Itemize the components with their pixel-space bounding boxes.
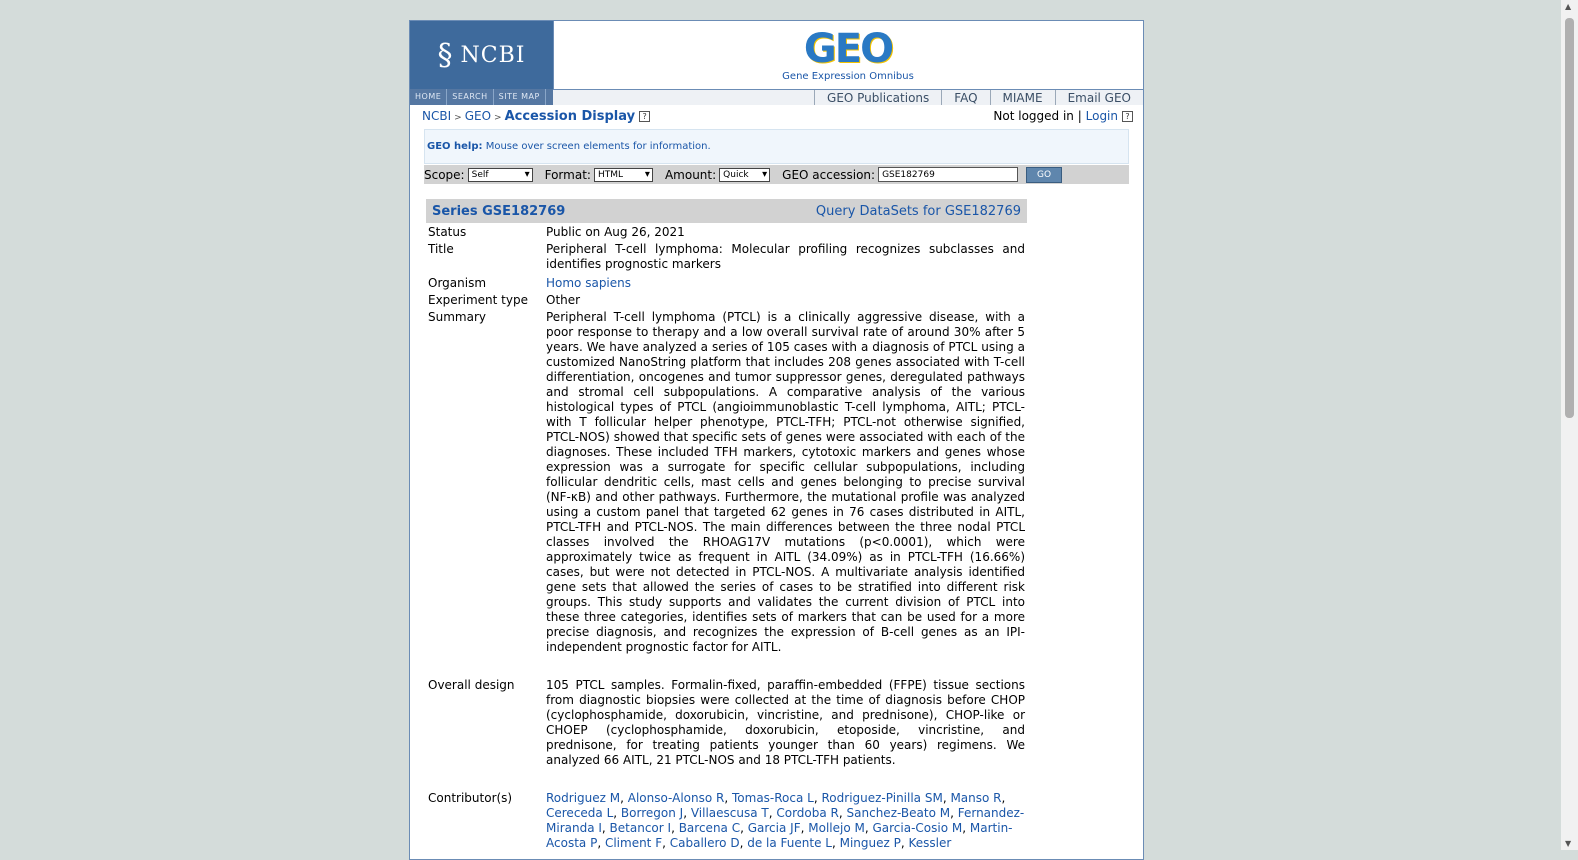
- overall-design-label: Overall design: [428, 678, 515, 692]
- login-link[interactable]: Login: [1085, 109, 1118, 123]
- series-header: [426, 199, 1027, 223]
- contributor-link[interactable]: Cordoba R: [776, 806, 839, 820]
- nav-email-geo[interactable]: Email GEO: [1055, 90, 1143, 105]
- amount-label: Amount:: [664, 167, 717, 182]
- contributor-link[interactable]: Minguez P: [839, 836, 901, 850]
- scroll-down-arrow-icon[interactable]: ▼: [1565, 839, 1572, 848]
- nav-miame[interactable]: MIAME: [990, 90, 1055, 105]
- contributor-link[interactable]: Martin-Acosta P: [546, 821, 1013, 850]
- summary-row: [426, 309, 1027, 677]
- contributor-link[interactable]: Villaescusa T: [690, 806, 769, 820]
- contributor-link[interactable]: Barcena C: [678, 821, 741, 835]
- contributor-link[interactable]: Manso R: [950, 791, 1002, 805]
- page-title: Accession Display: [504, 109, 636, 124]
- status-row: [426, 224, 1027, 241]
- contributor-link[interactable]: Cereceda L: [546, 806, 614, 820]
- geo-subtitle: Gene Expression Omnibus: [782, 70, 914, 82]
- login-status: Not logged in: [993, 109, 1074, 123]
- login-divider: |: [1077, 109, 1082, 123]
- series-details: [426, 224, 1027, 852]
- contributor-link[interactable]: Betancor I: [609, 821, 672, 835]
- contributors-list: Rodriguez M, Alonso-Alonso R, Tomas-Roca L, Rodriguez-Pinilla SM, Manso R, Cereceda L, Borregon J, Villaescusa T, Cordoba R, Sanchez-Beato M, Fernandez-Miranda I, Betancor I, Barcena C, Garcia JF, Mollejo M, Garcia-Cosio M, Martin-Acosta P, Climent F, Caballero D, de la Fuente L, Minguez P, Kessler: [546, 791, 1025, 850]
- contributors-row: [426, 790, 1027, 852]
- experiment-type-value: Other: [546, 293, 581, 307]
- organism-row: [426, 275, 1027, 292]
- series-title: Series GSE182769: [432, 203, 566, 219]
- contributor-link[interactable]: Fernandez-Miranda I: [546, 806, 1025, 835]
- breadcrumb-separator: >: [454, 113, 462, 123]
- nav-search[interactable]: SEARCH: [447, 89, 493, 105]
- contributor-link[interactable]: Mollejo M: [808, 821, 865, 835]
- accession-label: GEO accession:: [782, 167, 876, 182]
- status-label: Status: [428, 225, 467, 239]
- geo-nav: [553, 89, 1143, 105]
- page-container: [409, 20, 1144, 860]
- contributors-label: Contributor(s): [428, 791, 513, 805]
- breadcrumb-separator: >: [494, 113, 502, 123]
- geo-logo-text: GEO: [803, 25, 893, 72]
- go-button[interactable]: GO: [1026, 167, 1062, 183]
- summary-label: Summary: [428, 310, 486, 324]
- contributor-link[interactable]: Rodriguez-Pinilla SM: [821, 791, 943, 805]
- dna-helix-icon: §: [437, 37, 453, 73]
- contributor-link[interactable]: Caballero D: [669, 836, 740, 850]
- contributor-link[interactable]: Climent F: [604, 836, 663, 850]
- scope-select[interactable]: Self ▾: [468, 168, 533, 182]
- organism-link[interactable]: Homo sapiens: [546, 276, 632, 290]
- contributor-link[interactable]: Garcia JF: [747, 821, 801, 835]
- title-label: Title: [428, 242, 454, 256]
- amount-select[interactable]: Quick ▾: [719, 168, 770, 182]
- nav-home[interactable]: HOME: [410, 89, 447, 105]
- help-icon[interactable]: ?: [639, 111, 650, 122]
- contributor-link[interactable]: Sanchez-Beato M: [846, 806, 951, 820]
- accession-input[interactable]: GSE182769: [878, 167, 1018, 182]
- title-value: Peripheral T-cell lymphoma: Molecular profiling recognizes subclasses and identifies prognostic markers: [546, 242, 1025, 271]
- vertical-scrollbar[interactable]: [1561, 0, 1578, 850]
- login-help-icon[interactable]: ?: [1122, 111, 1133, 122]
- experiment-type-label: Experiment type: [428, 293, 528, 307]
- contributor-link[interactable]: de la Fuente L: [747, 836, 832, 850]
- help-label: GEO help:: [427, 141, 483, 152]
- help-text: Mouse over screen elements for information.: [485, 141, 711, 152]
- title-row: [426, 241, 1027, 275]
- nav-bar: [410, 89, 1143, 105]
- contributor-link[interactable]: Garcia-Cosio M: [872, 821, 963, 835]
- login-area: [993, 109, 1133, 123]
- contributor-link[interactable]: Alonso-Alonso R: [627, 791, 725, 805]
- nav-faq[interactable]: FAQ: [941, 90, 989, 105]
- contributor-link[interactable]: Borregon J: [620, 806, 684, 820]
- help-box: [424, 129, 1129, 164]
- nav-site-map[interactable]: SITE MAP: [494, 89, 546, 105]
- scroll-thumb[interactable]: [1565, 18, 1574, 418]
- contributor-link[interactable]: Kessler: [908, 836, 952, 850]
- ncbi-logo[interactable]: [410, 21, 554, 89]
- nav-geo-publications[interactable]: GEO Publications: [814, 90, 941, 105]
- breadcrumb-geo[interactable]: GEO: [464, 109, 492, 123]
- overall-design-row: [426, 677, 1027, 790]
- geo-logo[interactable]: [553, 21, 1143, 89]
- scroll-up-arrow-icon[interactable]: ▲: [1565, 2, 1572, 11]
- contributor-link[interactable]: Rodriguez M: [546, 791, 621, 805]
- contributor-link[interactable]: Tomas-Roca L: [732, 791, 814, 805]
- query-datasets-link[interactable]: Query DataSets for GSE182769: [815, 203, 1021, 219]
- status-value: Public on Aug 26, 2021: [546, 225, 685, 239]
- format-select[interactable]: HTML ▾: [594, 168, 653, 182]
- accession-form: [424, 165, 1129, 184]
- ncbi-nav: [410, 89, 553, 105]
- experiment-type-row: [426, 292, 1027, 309]
- organism-label: Organism: [428, 276, 487, 290]
- format-label: Format:: [544, 167, 591, 182]
- breadcrumb: [422, 109, 650, 124]
- scope-label: Scope:: [424, 167, 465, 182]
- overall-design-value: 105 PTCL samples. Formalin-fixed, paraffin-embedded (FFPE) tissue sections from diagnostic biopsies were collected at the time of diagnosis before CHOP (cyclophosphamide, doxorubicin, vincristine, and prednisone), CHOP-like or CHOEP (cyclophosphamide, doxorubicin, etoposide, vincristine, and prednisone, for treating patients younger than 60 years) regimens. We analyzed 66 AITL, 21 PTCL-NOS and 18 PTCL-TFH patients.: [546, 678, 1025, 767]
- breadcrumb-ncbi[interactable]: NCBI: [422, 109, 452, 123]
- summary-value: Peripheral T-cell lymphoma (PTCL) is a clinically aggressive disease, with a poor response to therapy and a low overall survival rate of around 30% after 5 years. We have analyzed a series of 105 cases with a diagnosis of PTCL using a customized NanoString platform that includes 208 genes associated with T-cell differentiation, oncogenes and tumor suppressor genes, deregulated pathways and stromal cell subpopulations. A comparative analysis of the various histological types of PTCL (angioimmunoblastic T-cell lymphoma, AITL; PTCL-with T follicular helper phenotype, PTCL-TFH; PTCL-not otherwise signified, PTCL-NOS) showed that specific sets of genes were associated with each of the diagnoses. These included TFH markers, cytotoxic markers and genes whose expression was a surrogate for specific cellular subpopulations, including follicular dendritic cells, mast cells and genes belonging to precise survival (NF-κB) and other pathways. Furthermore, the mutational profile was analyzed using a custom panel that targeted 62 genes in 76 cases distributed in AITL, PTCL-TFH and PTCL-NOS. The main differences between the three nodal PTCL classes involved the RHOAG17V mutations (p<0.0001), which were approximately twice as frequent in AITL (34.09%) as in PTCL-TFH (16.66%) cases, but were not detected in PTCL-NOS. A multivariate analysis identified gene sets that allowed the series of cases to be stratified into different risk groups. This study supports and validates the current division of PTCL into these three categories, identifies sets of markers that can be used for a more precise diagnosis, and recognizes the expression of B-cell genes as an IPI-independent prognostic factor for AITL.: [546, 310, 1025, 654]
- ncbi-logo-text: NCBI: [460, 42, 526, 68]
